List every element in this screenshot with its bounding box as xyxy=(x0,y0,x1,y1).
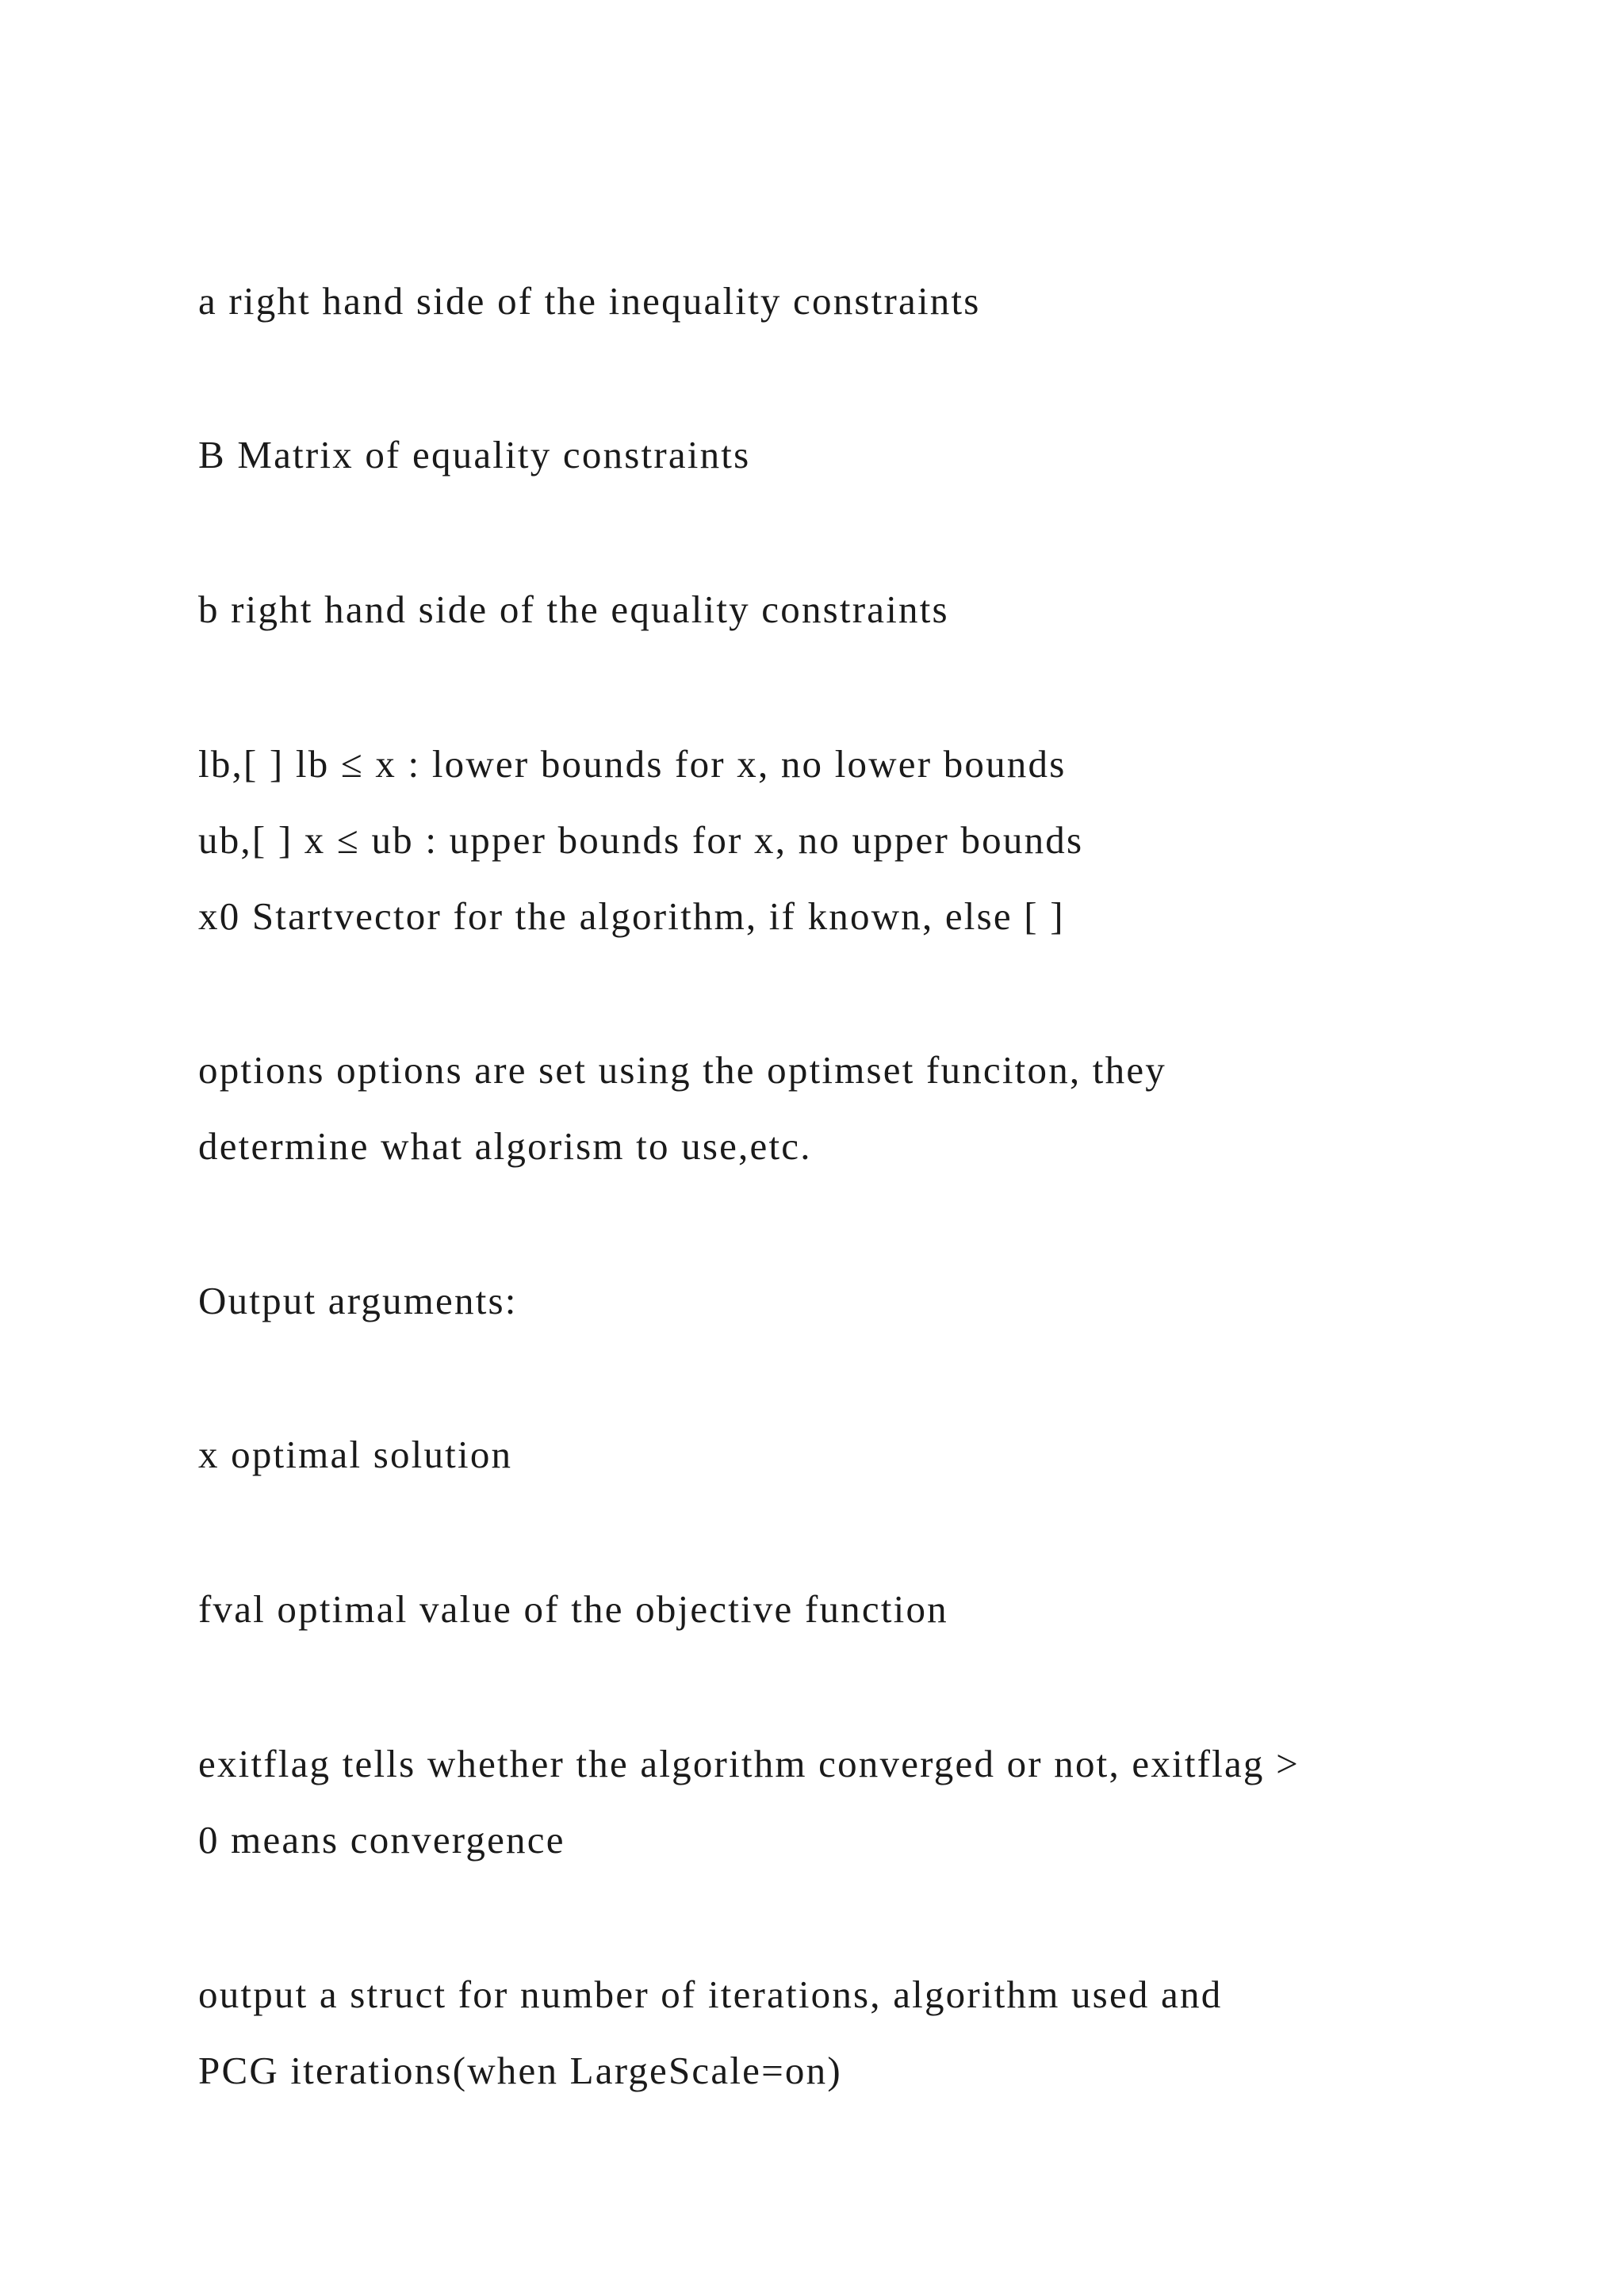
text-line-output-struct: output a struct for number of iterations, algorithm used and xyxy=(198,1973,1223,2016)
text-line-options-param-cont: determine what algorism to use,etc. xyxy=(198,1124,812,1168)
text-line-a-param: a right hand side of the inequality constraints xyxy=(198,279,981,323)
section-heading-output-arguments: Output arguments: xyxy=(198,1279,518,1322)
text-line-output-struct-cont: PCG iterations(when LargeScale=on) xyxy=(198,2049,842,2092)
text-line-options-param: options options are set using the optimset funciton, they xyxy=(198,1048,1166,1092)
text-line-exitflag-output-cont: 0 means convergence xyxy=(198,1818,565,1862)
text-line-b-param: b right hand side of the equality constraints xyxy=(198,587,949,631)
text-line-B-param: B Matrix of equality constraints xyxy=(198,433,751,476)
text-line-fval-output: fval optimal value of the objective function xyxy=(198,1587,948,1631)
text-line-x-output: x optimal solution xyxy=(198,1433,513,1476)
text-line-ub-param: ub,[ ] x ≤ ub : upper bounds for x, no upper bounds xyxy=(198,818,1084,862)
text-line-exitflag-output: exitflag tells whether the algorithm converged or not, exitflag > xyxy=(198,1742,1300,1785)
text-line-x0-param: x0 Startvector for the algorithm, if known, else [ ] xyxy=(198,894,1065,938)
text-line-lb-param: lb,[ ] lb ≤ x : lower bounds for x, no lower bounds xyxy=(198,742,1067,786)
